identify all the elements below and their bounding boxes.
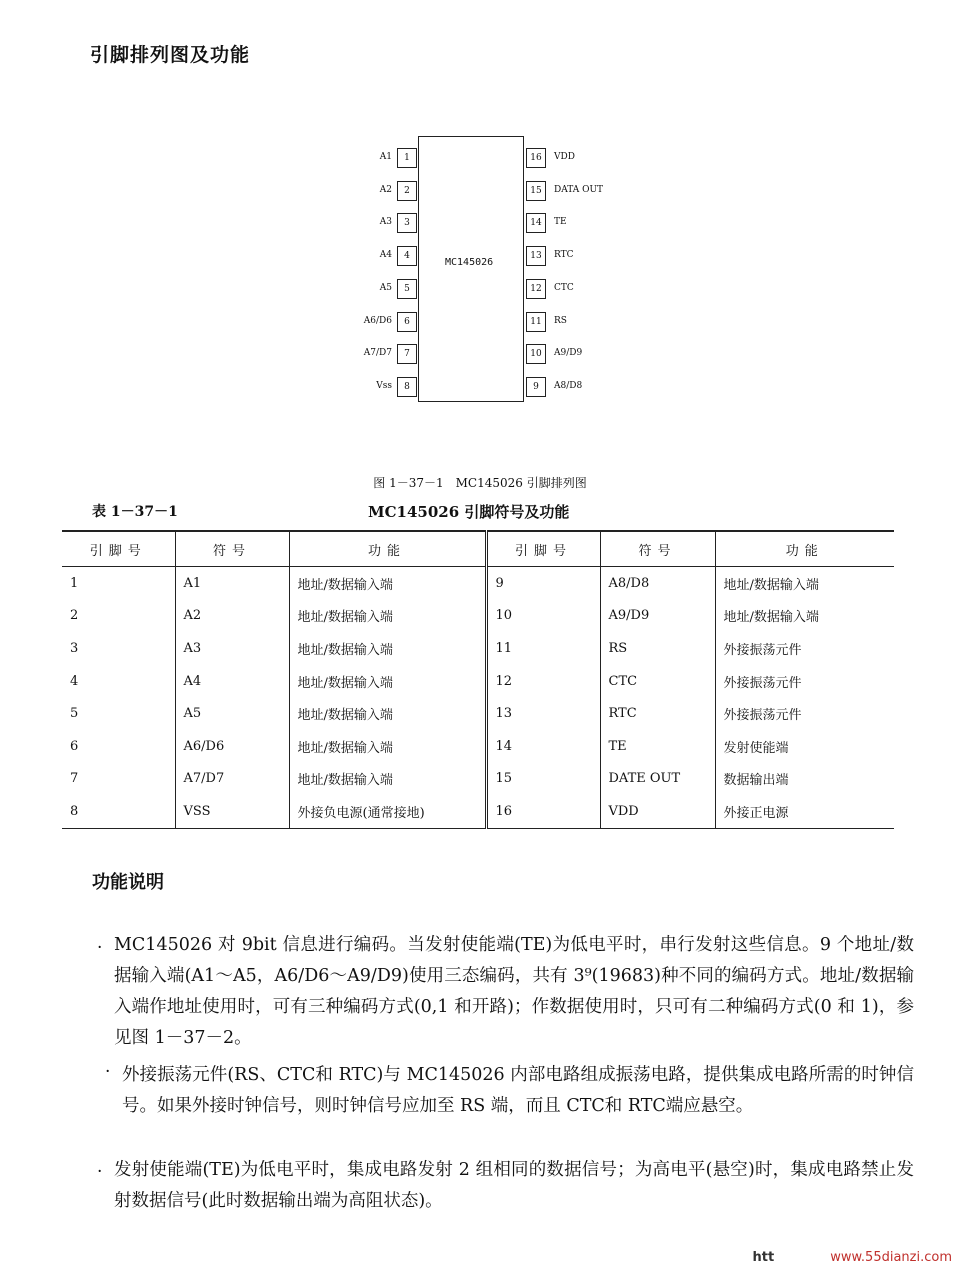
table-row bbox=[62, 763, 894, 796]
header-pin-number: 引脚号 bbox=[62, 531, 175, 567]
function-cell: 地址/数据输入端 bbox=[289, 730, 486, 763]
paragraph-3: 发射使能端(TE)为低电平时，集成电路发射 2 组相同的数据信号；为高电平(悬空)时，集成电路禁止发射数据信号(此时数据输出端为高阻状态)。 bbox=[114, 1160, 914, 1211]
pin-number-cell: 1 bbox=[62, 567, 175, 600]
symbol-cell: A4 bbox=[175, 665, 289, 698]
table-row bbox=[62, 795, 894, 828]
function-cell: 地址/数据输入端 bbox=[289, 632, 486, 665]
right-pin-number: 12 bbox=[526, 279, 546, 299]
header-function: 功能 bbox=[289, 531, 486, 567]
function-cell: 外接振荡元件 bbox=[723, 642, 802, 658]
symbol-cell: A1 bbox=[175, 567, 289, 600]
bullet-1: · bbox=[97, 938, 103, 958]
footer-watermark bbox=[753, 1250, 952, 1265]
table-row bbox=[62, 697, 894, 730]
right-pin-number: 16 bbox=[526, 148, 546, 168]
symbol-cell: A5 bbox=[175, 697, 289, 730]
function-cell: 地址/数据输入端 bbox=[723, 610, 819, 626]
pin-number-cell: 15 bbox=[486, 763, 600, 796]
pin-number-cell: 8 bbox=[62, 795, 175, 828]
right-pin-number: 14 bbox=[526, 213, 546, 233]
symbol-cell: A8/D8 bbox=[600, 567, 715, 600]
symbol-cell: A3 bbox=[175, 632, 289, 665]
pin-number-cell: 10 bbox=[486, 600, 600, 633]
pin-number-cell: 9 bbox=[486, 567, 600, 600]
figure-caption: 图 1－37－1 MC145026 引脚排列图 bbox=[373, 476, 587, 490]
right-pin-name: A8/D8 bbox=[554, 380, 583, 391]
left-pin-name: A3 bbox=[379, 217, 392, 228]
header-pin-number-2: 引脚号 bbox=[486, 531, 600, 567]
symbol-cell: A7/D7 bbox=[175, 763, 289, 796]
left-pin-number: 3 bbox=[397, 213, 417, 233]
paragraph-1: MC145026 对 9bit 信息进行编码。当发射使能端(TE)为低电平时，串行发射这些信息。9 个地址/数据输入端(A1～A5，A6/D6～A9/D9)使用三态编码，共有 3⁹(19683)种不同的编码方式。地址/数据输入端作地址使用时，可有三种编码方式(0,1 和开路)；作数据使用时，只可有二种编码方式(0 和 1)，参见图 1－37－2。 bbox=[114, 935, 914, 1048]
right-pin-name: RS bbox=[554, 315, 567, 326]
right-pin-name: RTC bbox=[554, 250, 574, 261]
right-pin-number: 10 bbox=[526, 344, 546, 364]
right-pin-name: VDD bbox=[554, 152, 575, 162]
header-function-2: 功能 bbox=[715, 531, 894, 567]
symbol-cell: A9/D9 bbox=[600, 600, 715, 633]
left-pin-name: A6/D6 bbox=[363, 315, 392, 326]
symbol-cell: CTC bbox=[600, 665, 715, 698]
pin-number-cell: 16 bbox=[486, 795, 600, 828]
symbol-cell: DATE OUT bbox=[600, 763, 715, 796]
table-row bbox=[62, 632, 894, 665]
pin-number-cell: 3 bbox=[62, 632, 175, 665]
ic-chip-body bbox=[418, 136, 524, 402]
left-pin-number: 7 bbox=[397, 344, 417, 364]
ic-chip-label: MC145026 bbox=[445, 257, 494, 268]
symbol-cell: A6/D6 bbox=[175, 730, 289, 763]
paragraph-2: 外接振荡元件(RS、CTC和 RTC)与 MC145026 内部电路组成振荡电路，提供集成电路所需的时钟信号。如果外接时钟信号，则时钟信号应加至 RS 端，而且 CTC和 RTC端应悬空。 bbox=[122, 1065, 914, 1116]
table-row bbox=[62, 665, 894, 698]
table-title: MC145026 引脚符号及功能 bbox=[368, 503, 570, 521]
pin-number-cell: 14 bbox=[486, 730, 600, 763]
symbol-cell: RTC bbox=[600, 697, 715, 730]
table-row bbox=[62, 730, 894, 763]
bullet-3: · bbox=[97, 1162, 103, 1182]
symbol-cell: A2 bbox=[175, 600, 289, 633]
table-number: 表 1－37－1 bbox=[92, 504, 178, 520]
right-pin-name: A9/D9 bbox=[554, 348, 583, 359]
pin-number-cell: 11 bbox=[486, 632, 600, 665]
left-pin-name: A5 bbox=[379, 282, 392, 293]
function-cell: 地址/数据输入端 bbox=[289, 567, 486, 600]
right-pin-number: 9 bbox=[526, 377, 546, 397]
left-pin-name: A1 bbox=[379, 152, 392, 162]
left-pin-name: A4 bbox=[379, 250, 392, 261]
left-pin-name: Vss bbox=[376, 380, 392, 391]
function-cell: 外接正电源 bbox=[715, 795, 894, 828]
pin-number-cell: 12 bbox=[486, 665, 600, 698]
function-cell: 地址/数据输入端 bbox=[289, 763, 486, 796]
pin-number-cell: 4 bbox=[62, 665, 175, 698]
function-cell: 外接振荡元件 bbox=[723, 708, 802, 724]
function-cell: 地址/数据输入端 bbox=[289, 665, 486, 698]
bullet-2: · bbox=[105, 1062, 111, 1082]
section-title: 功能说明 bbox=[92, 872, 164, 893]
footer-prefix: htt bbox=[752, 1250, 775, 1265]
right-pin-name: TE bbox=[554, 217, 567, 228]
function-cell: 地址/数据输入端 bbox=[289, 600, 486, 633]
left-pin-number: 1 bbox=[397, 148, 417, 168]
page-heading: 引脚排列图及功能 bbox=[90, 44, 251, 66]
left-pin-number: 2 bbox=[397, 181, 417, 201]
right-pin-number: 13 bbox=[526, 246, 546, 266]
pin-number-cell: 7 bbox=[62, 763, 175, 796]
pin-number-cell: 13 bbox=[486, 697, 600, 730]
right-pin-name: CTC bbox=[554, 282, 574, 293]
left-pin-number: 8 bbox=[397, 377, 417, 397]
left-pin-number: 5 bbox=[397, 279, 417, 299]
header-symbol: 符号 bbox=[175, 531, 289, 567]
function-cell: 数据输出端 bbox=[723, 773, 789, 789]
symbol-cell: VDD bbox=[600, 795, 715, 828]
pin-function-table bbox=[62, 530, 894, 829]
function-cell: 发射使能端 bbox=[723, 740, 789, 756]
table-header-row bbox=[62, 531, 894, 567]
left-pin-number: 4 bbox=[397, 246, 417, 266]
symbol-cell: RS bbox=[600, 632, 715, 665]
table-row bbox=[62, 567, 894, 600]
left-pin-number: 6 bbox=[397, 312, 417, 332]
function-cell: 外接振荡元件 bbox=[723, 675, 802, 691]
pin-number-cell: 6 bbox=[62, 730, 175, 763]
left-pin-name: A2 bbox=[379, 184, 392, 195]
header-symbol-2: 符号 bbox=[600, 531, 715, 567]
pin-number-cell: 2 bbox=[62, 600, 175, 633]
pin-number-cell: 5 bbox=[62, 697, 175, 730]
pinout-diagram bbox=[0, 0, 960, 470]
function-cell: 地址/数据输入端 bbox=[723, 577, 819, 593]
right-pin-name: DATA OUT bbox=[554, 184, 604, 195]
function-cell: 地址/数据输入端 bbox=[289, 697, 486, 730]
right-pin-number: 11 bbox=[526, 312, 546, 332]
table-row bbox=[62, 600, 894, 633]
symbol-cell: TE bbox=[600, 730, 715, 763]
right-pin-number: 15 bbox=[526, 181, 546, 201]
left-pin-name: A7/D7 bbox=[363, 348, 392, 359]
footer-site: www.55dianzi.com bbox=[830, 1250, 952, 1265]
symbol-cell: VSS bbox=[175, 795, 289, 828]
function-cell: 外接负电源(通常接地) bbox=[289, 795, 486, 828]
